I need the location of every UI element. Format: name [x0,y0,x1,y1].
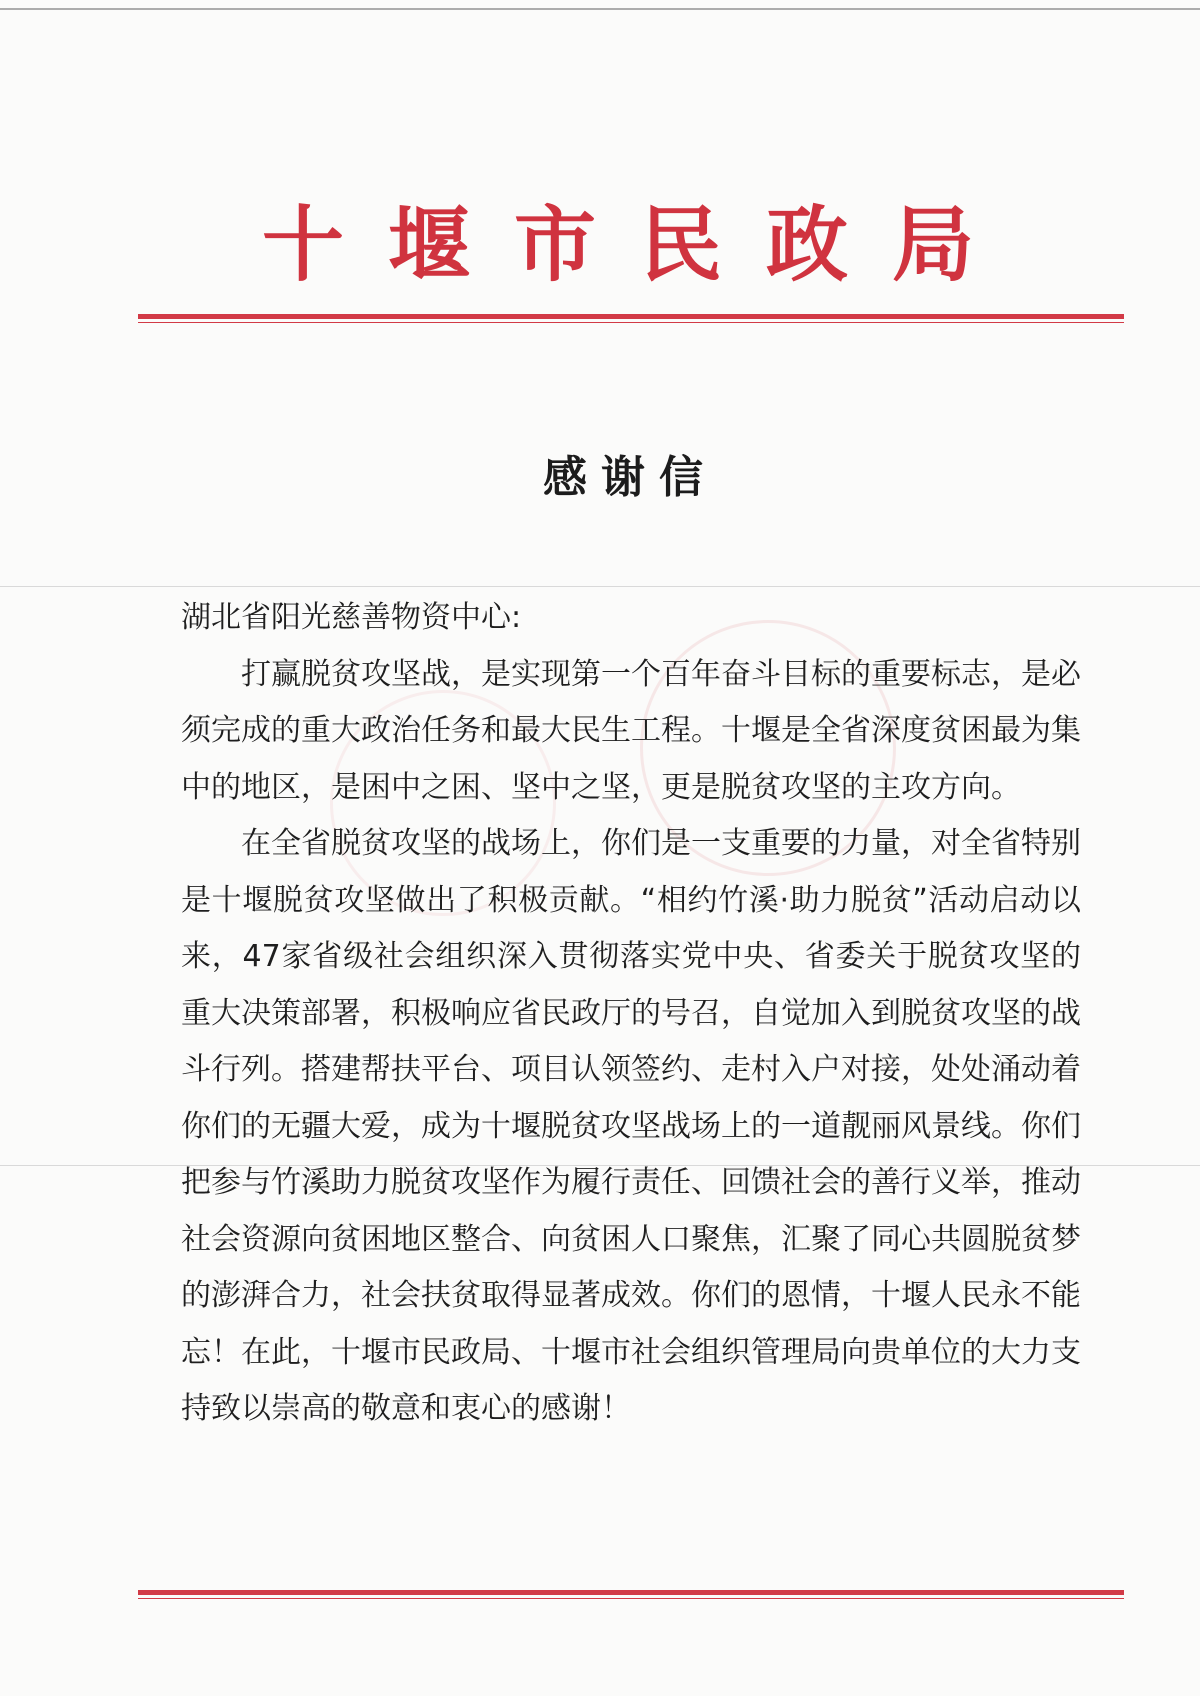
letter-paragraph: 打赢脱贫攻坚战，是实现第一个百年奋斗目标的重要标志，是必须完成的重大政治任务和最大民生工程。十堰是全省深度贫困最为集中的地区，是困中之困、坚中之坚，更是脱贫攻坚的主攻方向。 [181,656,1081,805]
rule-thick-line [138,314,1124,319]
letter-body [181,590,1081,1438]
letter-paragraph: 在全省脱贫攻坚的战场上，你们是一支重要的力量，对全省特别是十堰脱贫攻坚做出了积极贡献。“相约竹溪·助力脱贫”活动启动以来，47家省级社会组织深入贯彻落实党中央、省委关于脱贫攻坚的重大决策部署，积极响应省民政厅的号召，自觉加入到脱贫攻坚的战斗行列。搭建帮扶平台、项目认领签约、走村入户对接，处处涌动着你们的无疆大爱，成为十堰脱贫攻坚战场上的一道靓丽风景线。你们把参与竹溪助力脱贫攻坚作为履行责任、回馈社会的善行义举，推动社会资源向贫困地区整合、向贫困人口聚焦，汇聚了同心共圆脱贫梦的澎湃合力，社会扶贫取得显著成效。你们的恩情，十堰人民永不能忘！在此，十堰市民政局、十堰市社会组织管理局向贵单位的大力支持致以崇高的敬意和衷心的感谢！ [181,826,1081,1426]
rule-thin-line [138,1598,1124,1599]
letter-salutation: 湖北省阳光慈善物资中心: [181,600,522,635]
letterhead-org-name: 十堰市民政局 [261,197,1018,293]
scan-edge-line [0,8,1200,10]
rule-thin-line [138,322,1124,323]
footer-red-rule [138,1590,1124,1599]
letter-title: 感谢信 [543,452,717,503]
paper-fold-line [0,586,1200,587]
rule-thick-line [138,1590,1124,1595]
letterhead-red-rule [138,314,1124,323]
